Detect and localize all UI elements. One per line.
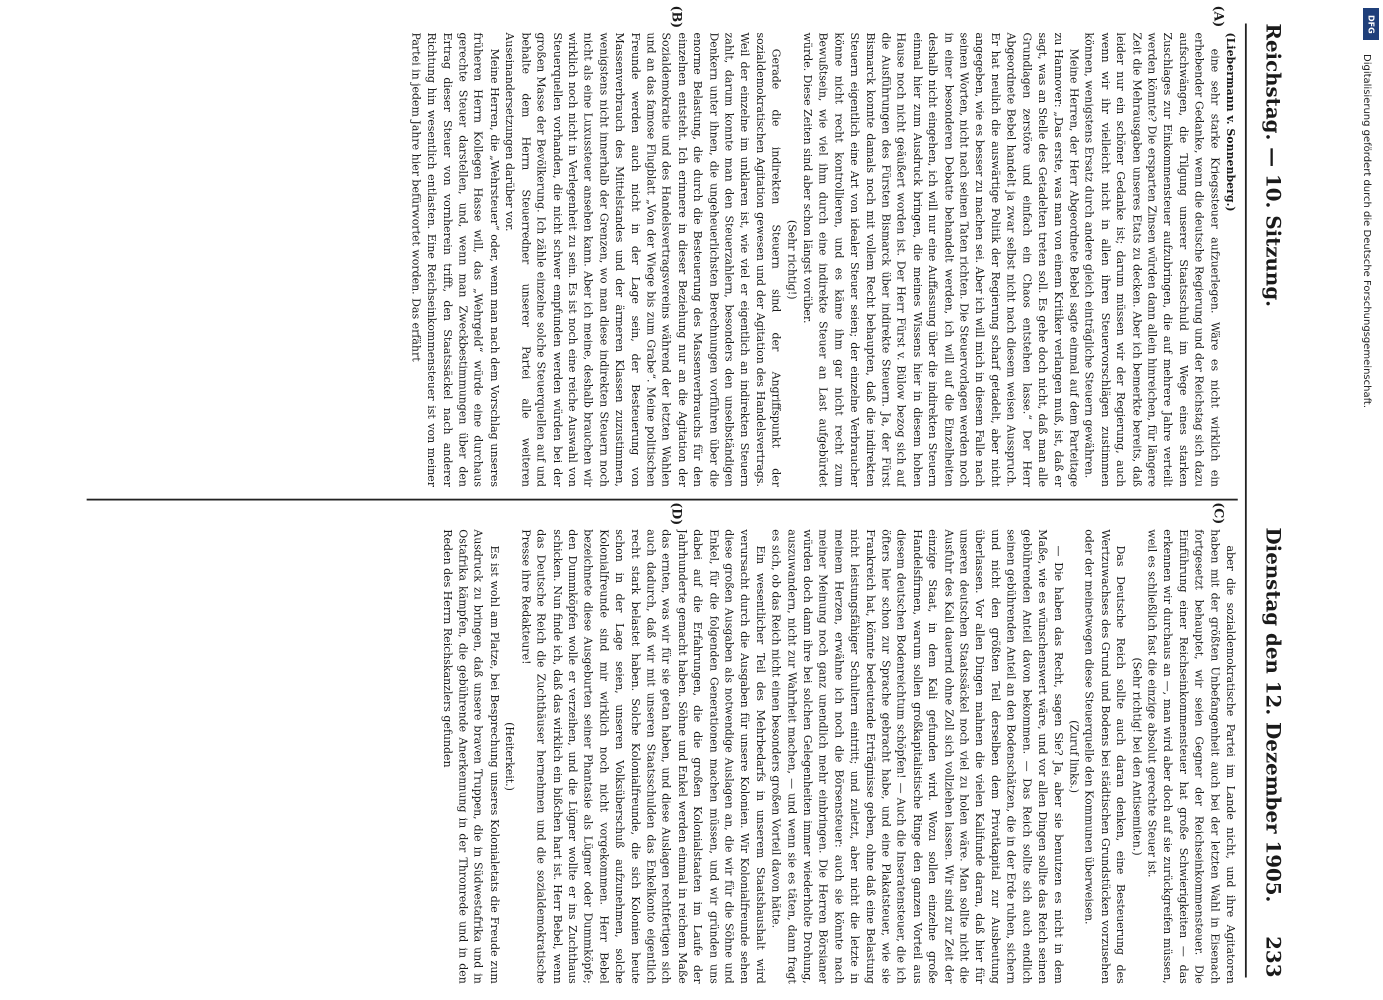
paragraph: Meine Herren, der Herr Abgeordnete Bebel sagte einmal auf dem Parteitage zu Hannover: „Das erste, was man von einem Kritiker verlangen muß, ist, daß er sagt, was an Stelle des Getadelten treten soll. Es gehe doch nicht, daß man alle Grundlagen zerstöre und einfach ein Chaos entstehen lasse.“ Der Herr Abgeordnete Bebel handelt ja zwar selbst nicht nach diesem weisen Ausspruch. Er hat neulich die auswärtige Politik der Regierung scharf getadelt, aber nicht angegeben, wie es besser zu machen sei. Aber ich will mich in diesem Falle nach seinen Worten, nicht nach seinen Taten richten. Die Steuervorlagen werden noch in einer besonderen Debatte behandelt werden, ich will auf die Einzelheiten deshalb nicht eingehen, ich will nur eine Auffassung über die indirekten Steuern einmal hier zum Ausdruck bringen, die meines Wissens hier in diesem hohen Hause noch nicht geäußert worden ist. Der Herr Fürst v. Bülow bezog sich auf die Ausführungen des Fürsten Bismarck über indirekte Steuern. Ja, der Fürst Bismarck konnte damals noch mit vollem Recht behaupten, daß die indirekten Steuern eigentlich eine Art von idealer Steuer seien; der einzelne Verbraucher könne nicht recht kontrollieren, und es käme ihm gar nicht recht zum Bewußtsein, wie viel ihm durch eine indirekte Steuer an Last aufgebürdet würde. Diese Zeiten sind aber schon längst vorüber.	[800, 32, 1080, 487]
paragraph: Es ist wohl am Platze, bei Besprechung unseres Kolonialetats die Freude zum Ausdruck zu bringen, daß unsere braven Truppen, die in Südwestafrika und in Ostafrika kämpfen, die gebührende Anerkennung in der Thronrede und in den Reden des Herrn Reichskanzlers gefunden	[440, 528, 501, 984]
margin-mark-d: (D)	[668, 501, 683, 525]
header-left: Reichstag. — 10. Sitzung.	[1260, 23, 1285, 307]
dfg-logo: DFG	[1363, 8, 1379, 40]
paragraph: Gerade die indirekten Steuern sind der Angriffspunkt der sozialdemokratischen Agitation gewesen und der Agitation des Handelsvertrags. Weil der einzelne im unklaren ist, wie viel er eigentlich an indirekten Steuern zahlt, darum konnte man den Steuerzahlern, besonders den unselbständigen Denkern unter ihnen, die ungeheuerlichsten Berechnungen vorführen über die enorme Belastung, die durch die Besteuerung des Massenverbrauchs für den einzelnen entsteht. Ich erinnere in dieser Beziehung nur an die Agitation der Sozialdemokratie und des Handelsvertragsvereins während der letzten Wahlen und an das famose Flugblatt „Von der Wiege bis zum Grabe“. Meine politischen Freunde werden auch nicht in der Lage sein, der Besteuerung von Massenverbrauch des Mittelstandes und der ärmeren Klassen zuzustimmen, wenigstens nicht innerhalb der Grenzen, wo man diese indirekten Steuern noch nicht als eine Luxussteuer ansehen kann. Aber ich meine, deshalb brauchen wir wirklich noch nicht in Verlegenheit zu sein. Es ist noch eine reiche Auswahl von Steuerquellen vorhanden, die nicht schwer empfunden werden würden bei der großen Masse der Bevölkerung. Ich zähle einzelne solche Steuerquellen auf und behalte dem Herrn Steuerredner unserer Partei alle weiteren Auseinandersetzungen darüber vor.	[503, 32, 783, 487]
interjection: (Zuruf links.)	[1067, 719, 1080, 793]
page-header	[1248, 23, 1284, 977]
right-column	[86, 529, 1237, 984]
paragraph: Das Deutsche Reich sollte auch daran denken, eine Besteuerung des Wertzuwachses des Grund und Bodens bei städtischen Grundstücken vorzusehen oder der meinetwegen diese Steuerquelle den Kommunen überweisen.	[1082, 528, 1127, 984]
header-rule	[1244, 23, 1246, 977]
header-center: Dienstag den 12. Dezember 1905.	[1260, 527, 1285, 902]
paragraph: eine sehr starke Kriegssteuer aufzuerlegen. Wäre es nicht wirklich ein erhebender Gedanke, wenn die deutsche Regierung und der Reichstag sich dazu aufschwängen, die Tilgung unserer Staatsschuld im Wege eines starken Zuschlages zur Einkommensteuer aufzubringen, die auf mehrere Jahre verteilt werden könnte? Die ersparten Zinsen würden dann allein hinreichen, für längere Zeit die Mehrausgaben unseres Etats zu decken. Aber ich bemerkte bereits, daß leider nur ein schöner Gedanke ist; darum müssen wir der Regierung, auch wenn wir ihr vielleicht nicht in allen ihren Steuervorschlägen zustimmen können, wenigstens Ersatz durch andere gleich einträgliche Steuern gewähren.	[1082, 32, 1221, 487]
paragraph: — Die haben das Recht, sagen Sie? Ja, aber sie benutzen es nicht in dem Maße, wie es wünschenswert wäre, und vor allen Dingen sollte das Reich seinen gebührenden Anteil davon bekommen. — Das Reich sollte sich auch endlich seinen gebührenden Anteil an den Bodenschätzen, die in der Erde ruhen, sichern und nicht den größten Teil derselben dem Privatkapital zur Ausbeutung überlassen. Vor allen Dingen mahnen die vielen Kalifunde daran, daß hier für unseren deutschen Staatssäckel noch viel zu holen wäre. Man sollte nicht die Ausfuhr des Kali dauernd ohne Zoll sich vollziehen lassen. Wir sind zur Zeit der einzige Staat, in dem Kali gefunden wird. Wozu sollen einzelne große Handelsfirmen, warum sollen großkapitalistische Ringe den ganzen Vorteil aus diesem deutschen Bodenreichtum schöpfen! — Auch die Inseratensteuer, die ich öfters hier schon zur Sprache gebracht habe, und eine Plakatsteuer, wie sie Frankreich hat, könnte bedeutende Erträgnisse geben, ohne daß eine Belastung nicht leistungsfähiger Schultern eintritt; und zuletzt, aber nicht die letzte in meinem Herzen, erwähne ich noch die Börsensteuer: auch sie könnte nach meiner Meinung noch ganz unendlich mehr einbringen. Die Herren Börsianer würden doch dann ihre bei solchen Gelegenheiten immer wiederholte Drohung, auszuwandern, nicht zur Wahrheit machen, — und wenn sie es täten, dann fragt es sich, ob das Reich nicht einen besonders großen Vorteil davon hätte.	[769, 528, 1065, 984]
footer-note	[1361, 8, 1377, 608]
margin-mark-c: (C)	[1210, 501, 1225, 524]
margin-mark-b: (B)	[668, 5, 683, 28]
margin-mark-a: (A)	[1210, 5, 1225, 27]
paragraph: aber die sozialdemokratische Partei im Lande nicht, und ihre Agitatoren haben mit der größten Unbefangenheit auch bei der letzten Wahl in Eisenach fortgesetzt behauptet, wir seien Gegner der Reichseinkommensteuer. Die Einführung einer Reichseinkommensteuer hat große Schwierigkeiten — das erkennen wir durchaus an —, man wird aber doch auf sie zurückgreifen müssen, weil es schließlich fast die einzige absolut gerechte Steuer ist.	[1145, 528, 1237, 984]
rotated-page	[59, 5, 1304, 995]
interjection: (Sehr richtig!)	[785, 219, 798, 300]
column-divider	[86, 498, 1237, 500]
left-column	[86, 32, 1237, 487]
speaker-name: (Liebermann v. Sonnenberg.)	[1223, 32, 1237, 212]
paragraph: Ein wesentlicher Teil des Mehrbedarfs in unserem Staatshaushalt wird verursacht durch die Ausgaben für unsere Kolonien. Wir Kolonialfreunde sehen diese großen Ausgaben als notwendige Auslagen an, die wir für die Söhne und Enkel, für die folgenden Generationen machen müssen, und wir gründen uns dabei auf die Erfahrungen, die die großen Kolonialstaaten im Laufe der Jahrhunderte gemacht haben. Söhne und Enkel werden einmal in reichem Maße das ernten, was wir für sie getan haben, und diese Auslagen rechtfertigen sich auch dadurch, daß wir mit unseren Staatsschulden das Enkelkonto eigentlich recht stark belastet haben. Solche Kolonialfreunde, die sich Kolonien heute schon in der Lage seien, unseren Volksüberschuß aufzunehmen, solche Kolonialfreunde sind mir wirklich noch nicht vorgekommen. Herr Bebel bezeichnete diese Ausgeburten seiner Phantasie als Lügner oder Dummköpfe; den Dummköpfen wolle er verzeihen, und die Lügner wollte er ins Zuchthaus schicken. Nun finde ich, daß das wirklich ein bißchen hart ist. Herr Bebel, wenn das Deutsche Reich die Zuchthäuser hernehmen und die sozialdemokratische Presse ihre Redakteure!	[518, 528, 767, 984]
paragraph: Meine Herren, die „Wehrsteuer“ oder, wenn man nach dem Vorschlag unseres früheren Herrn Kollegen Hasse will, das „Wehrgeld“ würde eine durchaus gerechte Steuer darstellen, und, wenn man Zweckbestimmungen über den Ertrag dieser Steuer von vornherein trifft, den Staatssäckel nach anderer Richtung hin wesentlich entlasten. Eine Reichseinkommensteuer ist von meiner Partei in jedem Jahre hier befürwortet worden. Das erfährt	[409, 32, 501, 487]
page-number: 233	[1260, 935, 1285, 977]
funding-note: Digitalisierung gefördert durch die Deutsche Forschungsgemeinschaft.	[1361, 54, 1372, 409]
interjection: (Sehr richtig! bei den Antisemiten.)	[1129, 656, 1143, 856]
interjection: (Heiterkeit.)	[503, 721, 516, 791]
